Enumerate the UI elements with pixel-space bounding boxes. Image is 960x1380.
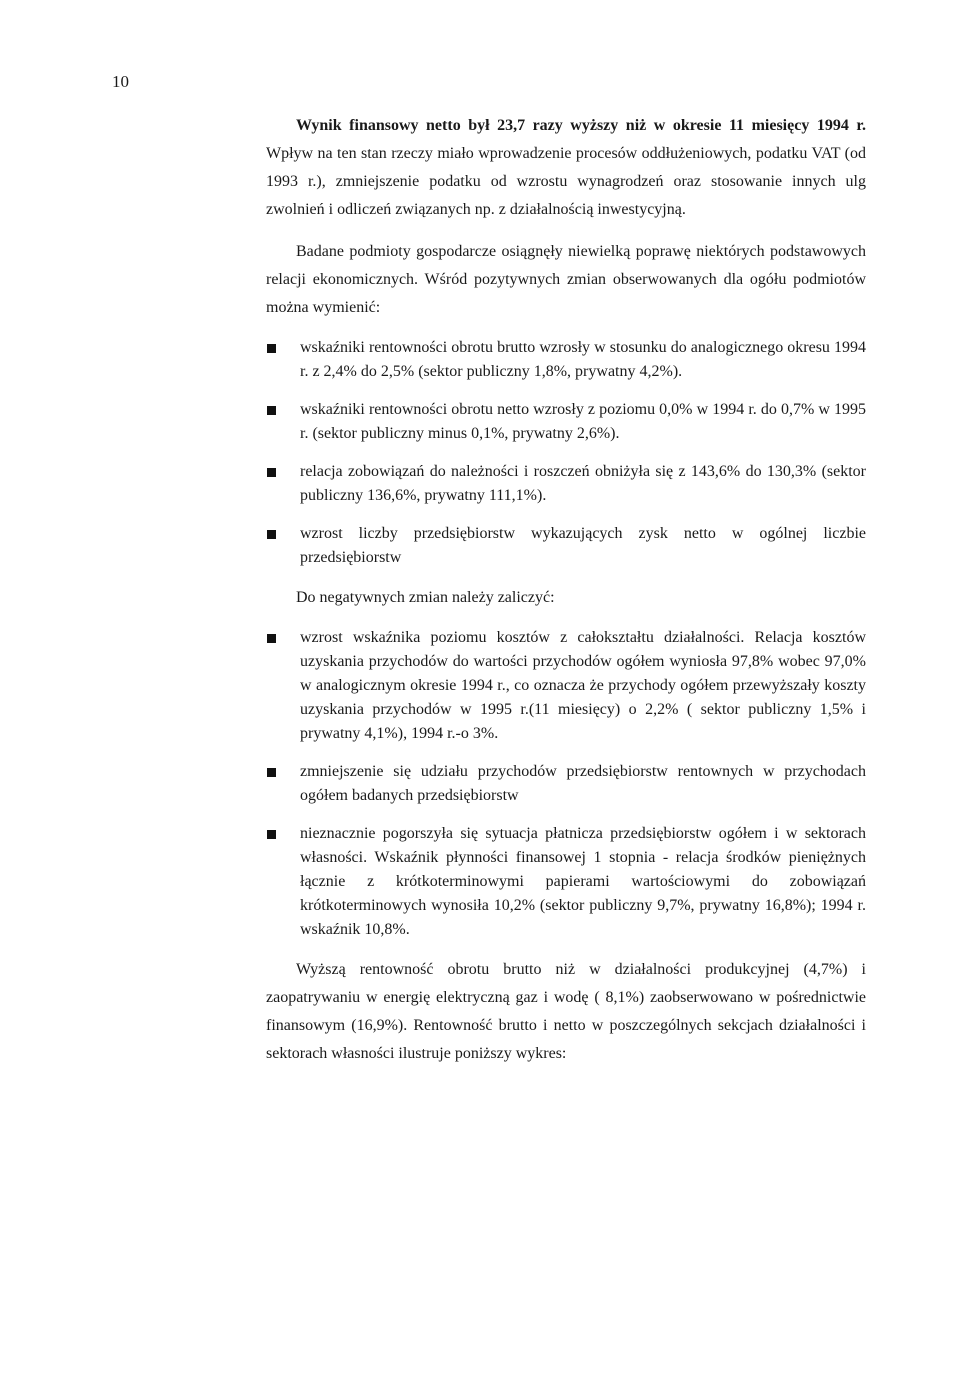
- list-item: [266, 398, 866, 446]
- list-item: [266, 822, 866, 942]
- document-body: [266, 112, 866, 1068]
- list-item: [266, 522, 866, 570]
- list-item-text: nieznacznie pogorszyła się sytuacja płatnicza przedsiębiorstw ogółem i w sektorach własności. Wskaźnik płynności finansowej 1 stopnia - relacja środków pieniężnych łącznie z krótkoterminowymi papierami wartościowymi do zobowiązań krótkoterminowych wynosiła 10,2% (sektor publiczny 9,7%, prywatny 16,8%); 1994 r. wskaźnik 10,8%.: [300, 825, 866, 938]
- negative-changes-list: [266, 626, 866, 942]
- negative-changes-intro: Do negatywnych zmian należy zaliczyć:: [296, 589, 555, 606]
- list-item: [266, 760, 866, 808]
- bullet-square-icon: [267, 634, 276, 643]
- list-item-text: wzrost liczby przedsiębiorstw wykazujących zysk netto w ogólnej liczbie przedsiębiorstw: [300, 525, 866, 566]
- list-item-text: relacja zobowiązań do należności i roszczeń obniżyła się z 143,6% do 130,3% (sektor publiczny 136,6%, prywatny 111,1%).: [300, 463, 866, 504]
- paragraph-financial-result: [266, 112, 866, 224]
- bullet-square-icon: [267, 406, 276, 415]
- list-item-text: wzrost wskaźnika poziomu kosztów z całokształtu działalności. Relacja kosztów uzyskania przychodów do wartości przychodów ogółem wyniosła 97,8% wobec 97,0% w analogicznym okresie 1994 r., co oznacza że przychody ogółem przewyższały koszty uzyskania przychodów w 1995 r.(11 miesięcy) o 2,2% ( sektor publiczny 1,5% i prywatny 4,1%), 1994 r.-o 3%.: [300, 629, 866, 742]
- paragraph-financial-result-text: Wpływ na ten stan rzeczy miało wprowadzenie procesów oddłużeniowych, podatku VAT (od 1993 r.), zmniejszenie podatku od wzrostu wynagrodzeń oraz stosowanie innych ulg zwolnień i odliczeń związanych np. z działalnością inwestycyjną.: [266, 145, 866, 218]
- list-item: [266, 460, 866, 508]
- paragraph-economic-relations: Badane podmioty gospodarcze osiągnęły niewielką poprawę niektórych podstawowych relacji ekonomicznych. Wśród pozytywnych zmian obserwowanych dla ogółu podmiotów można wymienić:: [266, 243, 866, 316]
- bullet-square-icon: [267, 468, 276, 477]
- list-item-text: wskaźniki rentowności obrotu netto wzrosły z poziomu 0,0% w 1994 r. do 0,7% w 1995 r. (sektor publiczny minus 0,1%, prywatny 2,6%).: [300, 401, 866, 442]
- list-item: [266, 626, 866, 746]
- page-number: 10: [112, 72, 129, 91]
- paragraph-profitability-chart-intro: Wyższą rentowność obrotu brutto niż w działalności produkcyjnej (4,7%) i zaopatrywaniu w energię elektryczną gaz i wodę ( 8,1%) zaobserwowano w pośrednictwie finansowym (16,9%). Rentowność brutto i netto w poszczególnych sekcjach działalności i sektorach własności ilustruje poniższy wykres:: [266, 961, 866, 1062]
- positive-changes-list: [266, 336, 866, 570]
- list-item-text: zmniejszenie się udziału przychodów przedsiębiorstw rentownych w przychodach ogółem badanych przedsiębiorstw: [300, 763, 866, 804]
- bullet-square-icon: [267, 344, 276, 353]
- bullet-square-icon: [267, 830, 276, 839]
- bullet-square-icon: [267, 530, 276, 539]
- list-item-text: wskaźniki rentowności obrotu brutto wzrosły w stosunku do analogicznego okresu 1994 r. z 2,4% do 2,5% (sektor publiczny 1,8%, prywatny 4,2%).: [300, 339, 866, 380]
- list-item: [266, 336, 866, 384]
- bullet-square-icon: [267, 768, 276, 777]
- paragraph-financial-result-lead: Wynik finansowy netto był 23,7 razy wyższy niż w okresie 11 miesięcy 1994 r.: [296, 117, 866, 134]
